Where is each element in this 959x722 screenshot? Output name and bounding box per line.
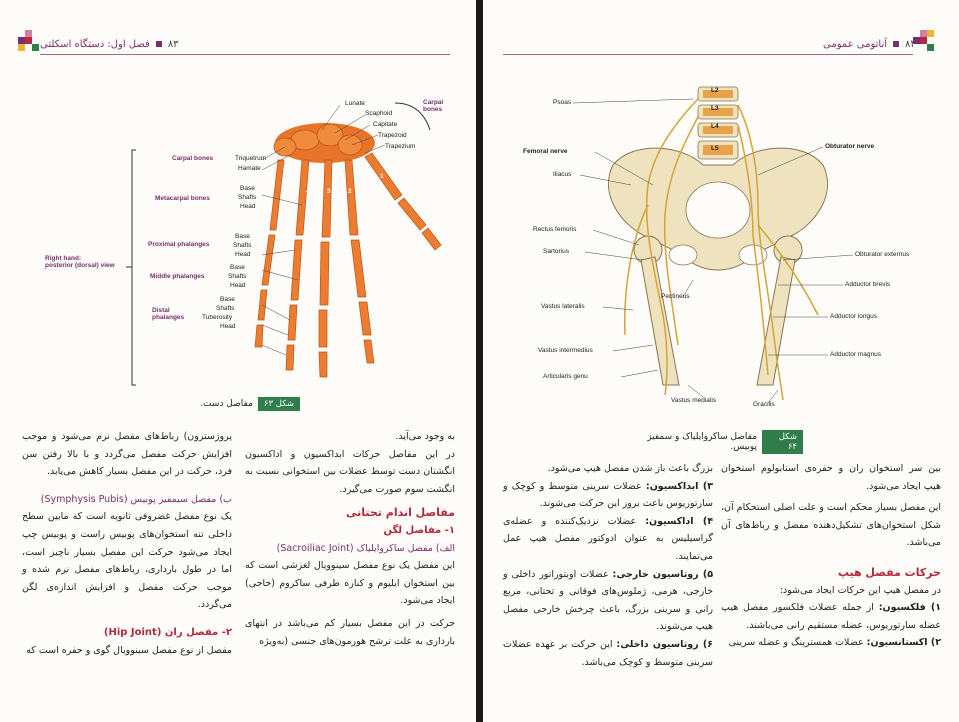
label-sartorius: Sartorius xyxy=(543,248,570,255)
page-header xyxy=(40,34,179,54)
list-item xyxy=(503,513,713,566)
label-digit-1: 1 xyxy=(380,173,384,180)
list-item xyxy=(503,636,713,671)
label-mc-base: Base xyxy=(240,185,255,192)
list-item xyxy=(721,599,941,634)
label-articularis-genu: Articularis genu xyxy=(543,373,588,380)
item-heading: ۳) ابداکسیون: xyxy=(645,480,713,492)
label-rectus-femoris: Rectus femoris xyxy=(533,226,577,233)
figure-number-badge: شکل ۶۴ xyxy=(762,430,803,454)
label-digit-4: 4 xyxy=(306,188,310,195)
paragraph: بین سر استخوان ران و حفره‌ی استابولوم استخوان هیپ ایجاد می‌شود. xyxy=(721,463,941,492)
right-page xyxy=(483,0,959,722)
paragraph: به وجود می‌آید. xyxy=(395,431,455,442)
item-heading: ۵) روتاسیون خارجی: xyxy=(612,568,713,580)
paragraph: بزرگ باعث باز شدن مفصل هیپ می‌شود. xyxy=(547,463,713,474)
book-gutter xyxy=(476,0,483,722)
subsection-heading: الف) مفصل ساکروایلیاک (Sacroiliac Joint) xyxy=(276,542,455,554)
label-vastus-intermedius: Vastus intermedius xyxy=(538,347,593,354)
label-adductor-longus: Adductor longus xyxy=(830,313,877,320)
left-page xyxy=(0,0,476,722)
label-femoral-nerve: Femoral nerve xyxy=(523,148,568,155)
chapter-title: فصل اول: دستگاه اسکلتی xyxy=(40,38,150,50)
label-proximal-phalanges: Proximal phalanges xyxy=(148,241,210,248)
paragraph: یک نوع مفصل غضروفی ثانویه است که مابین سطح داخلی تنه استخوان‌های پوبیس راست و پوبیس چپ ایجاد می‌شود حرکت این مفصل بسیار ناچیز است، اما در طول بارداری، رباط‌های مفصل نرم شده و موجب حرکت مفصل و افزایش اندازه‌ی لگن می‌گردد. xyxy=(22,511,232,611)
label-trapezium: Trapezium xyxy=(385,143,416,150)
item-text: عضلات سرینی متوسط و کوچک و سارتوریوس باعث بروز این حرکت می‌شوند. xyxy=(503,480,713,510)
label-pp-shafts: Shafts xyxy=(233,242,252,249)
label-mc-shafts: Shafts xyxy=(238,194,257,201)
label-dp-shafts: Shafts xyxy=(216,305,235,312)
label-dp-head: Head xyxy=(220,323,236,330)
label-distal-phalanges: Distal phalanges xyxy=(152,307,185,321)
item-text: عضلات همسترینگ و عضله سرینی xyxy=(728,637,864,649)
label-digit-5: 5 xyxy=(283,188,287,195)
page-header xyxy=(823,34,916,54)
item-text: از جمله عضلات فلکسور مفصل هیپ عضله سارتوریوس، عضله مستقیم رانی می‌باشند. xyxy=(721,602,941,631)
label-l3: L3 xyxy=(711,105,719,112)
label-digit-2: 2 xyxy=(348,188,352,195)
label-adductor-brevis: Adductor brevis xyxy=(845,281,891,288)
header-rule xyxy=(503,54,913,55)
paragraph: پروژسترون) رباط‌های مفصل نرم می‌شود و موجب افزایش حرکت مفصل می‌گردد و با بالا رفتن سن فرد، حرکت در این مفصل بسیار کاهش می‌یابد. xyxy=(22,431,232,478)
label-scaphoid: Scaphoid xyxy=(365,110,393,117)
label-mp-shafts: Shafts xyxy=(228,273,247,280)
label-pectineus: Pectineus xyxy=(661,293,690,300)
label-triquetrum: Triquetrum xyxy=(235,155,267,162)
pelvis-figure xyxy=(523,85,953,415)
hand-figure xyxy=(40,85,460,420)
subsection-heading: ۲- مفصل ران (Hip Joint) xyxy=(103,626,232,638)
header-rule xyxy=(40,54,450,55)
item-heading: ۱) فلکسیون: xyxy=(878,602,941,614)
chapter-title: آناتومی عمومی xyxy=(823,38,888,50)
label-obturator-nerve: Obturator nerve xyxy=(825,143,875,150)
label-metacarpal-bones: Metacarpal bones xyxy=(155,195,210,202)
pelvis-nerves-illustration xyxy=(553,85,953,415)
item-text: عضلات اوبتوراتور داخلی و خارجی، هرمی، ژملوس‌های فوقانی و تحتانی، مربع رانی و سرینی بزرگ، باعث چرخش خارجی مفصل هیپ می‌شوند. xyxy=(503,568,713,633)
item-heading: ۶) روتاسیون داخلی: xyxy=(616,638,713,650)
figure-caption-text: مفاصل دست. xyxy=(200,399,253,409)
label-lunate: Lunate xyxy=(345,100,365,107)
list-item xyxy=(721,634,941,652)
label-carpal-bones: Carpal bones xyxy=(172,155,214,162)
list-item xyxy=(503,478,713,513)
label-gracilis: Gracilis xyxy=(753,401,775,408)
section-heading: مفاصل اندام تحتانی xyxy=(346,506,455,520)
label-hamate: Hamate xyxy=(238,165,261,172)
subsection-heading: ۱- مفاصل لگن xyxy=(383,524,455,536)
text-column-left xyxy=(22,428,232,659)
item-heading: ۲) اکستانسیون: xyxy=(866,637,941,649)
text-column-left xyxy=(503,460,713,671)
label-iliacus: Iliacus xyxy=(553,171,572,178)
list-item xyxy=(503,566,713,636)
subsection-heading: ب) مفصل سیمفیز پوبیس (Symphysis Pubis) xyxy=(40,493,232,505)
label-psoas: Psoas xyxy=(553,99,572,106)
label-l2: L2 xyxy=(711,87,719,94)
label-adductor-magnus: Adductor magnus xyxy=(830,351,881,358)
corner-decoration xyxy=(18,30,40,52)
page-number: ۸۴ xyxy=(905,38,916,50)
item-heading: ۴) اداکسیون: xyxy=(645,515,713,527)
label-l4: L4 xyxy=(711,123,719,130)
label-mp-head: Head xyxy=(230,282,246,289)
figure-caption-text: مفاصل ساکروایلیاک و سمفیز پوبیس. xyxy=(647,432,758,452)
paragraph: مفصل از نوع مفصل سینوویال گوی و حفره است که xyxy=(26,644,232,656)
label-vastus-medialis: Vastus medialis xyxy=(671,397,717,404)
paragraph: این مفصل یک نوع مفصل سینوویال لغزشی است که بین استخوان ایلیوم و کناره طرفی ساکروم (خاجی) ایجاد می‌شود. xyxy=(245,560,455,607)
label-mc-head: Head xyxy=(240,203,256,210)
label-mp-base: Base xyxy=(230,264,245,271)
label-capitate: Capitate xyxy=(373,121,398,128)
label-digit-3: 3 xyxy=(327,188,331,195)
label-middle-phalanges: Middle phalanges xyxy=(150,273,205,280)
text-column-right xyxy=(245,428,455,650)
header-square-icon xyxy=(156,41,162,47)
figure-caption xyxy=(190,397,300,411)
label-right-hand-view: Right hand: posterior (dorsal) view xyxy=(45,255,115,269)
label-pp-base: Base xyxy=(235,233,250,240)
label-vastus-lateralis: Vastus lateralis xyxy=(541,303,585,310)
paragraph: در مفصل هیپ این حرکات ایجاد می‌شود: xyxy=(779,584,941,596)
label-carpal-bones-group: Carpal bones xyxy=(423,99,444,113)
paragraph: حرکت در این مفصل بسیار کم می‌باشد در انتهای بارداری به علت ترشح هورمون‌های جنسی (به‌ویژه xyxy=(245,617,455,647)
paragraph: در این مفاصل حرکات ابداکسیون و اداکسیون انگشتان دست توسط عضلات بین استخوانی نسبت به انگشت سوم صورت می‌گیرد. xyxy=(245,448,455,495)
item-text: این حرکت بر عهده عضلات سرینی متوسط و کوچک می‌باشد. xyxy=(503,638,713,668)
page-number: ۸۳ xyxy=(167,38,179,50)
text-column-right xyxy=(721,460,941,652)
item-text: عضلات نزدیک‌کننده و عضله‌ی گراسیلیس به عنوان ادوکتور مفصل هیپ عمل می‌نمایند. xyxy=(503,515,713,562)
section-heading: حرکات مفصل هیپ xyxy=(837,565,941,579)
figure-caption xyxy=(623,430,803,454)
paragraph: این مفصل بسیار محکم است و علت اصلی استحکام آن، شکل استخوان‌های تشکیل‌دهنده مفصل و رباط‌های آن می‌باشد. xyxy=(720,502,941,549)
label-pp-head: Head xyxy=(235,251,251,258)
corner-decoration xyxy=(913,30,935,52)
label-obturator-externus: Obturator externus xyxy=(855,251,910,258)
label-trapezoid: Trapezoid xyxy=(378,132,407,139)
label-dp-base: Base xyxy=(220,296,235,303)
figure-number-badge: شکل ۶۳ xyxy=(258,397,300,411)
header-square-icon xyxy=(893,41,899,47)
label-dp-tuberosity: Tuberosity xyxy=(202,314,233,321)
label-l5: L5 xyxy=(711,145,719,152)
